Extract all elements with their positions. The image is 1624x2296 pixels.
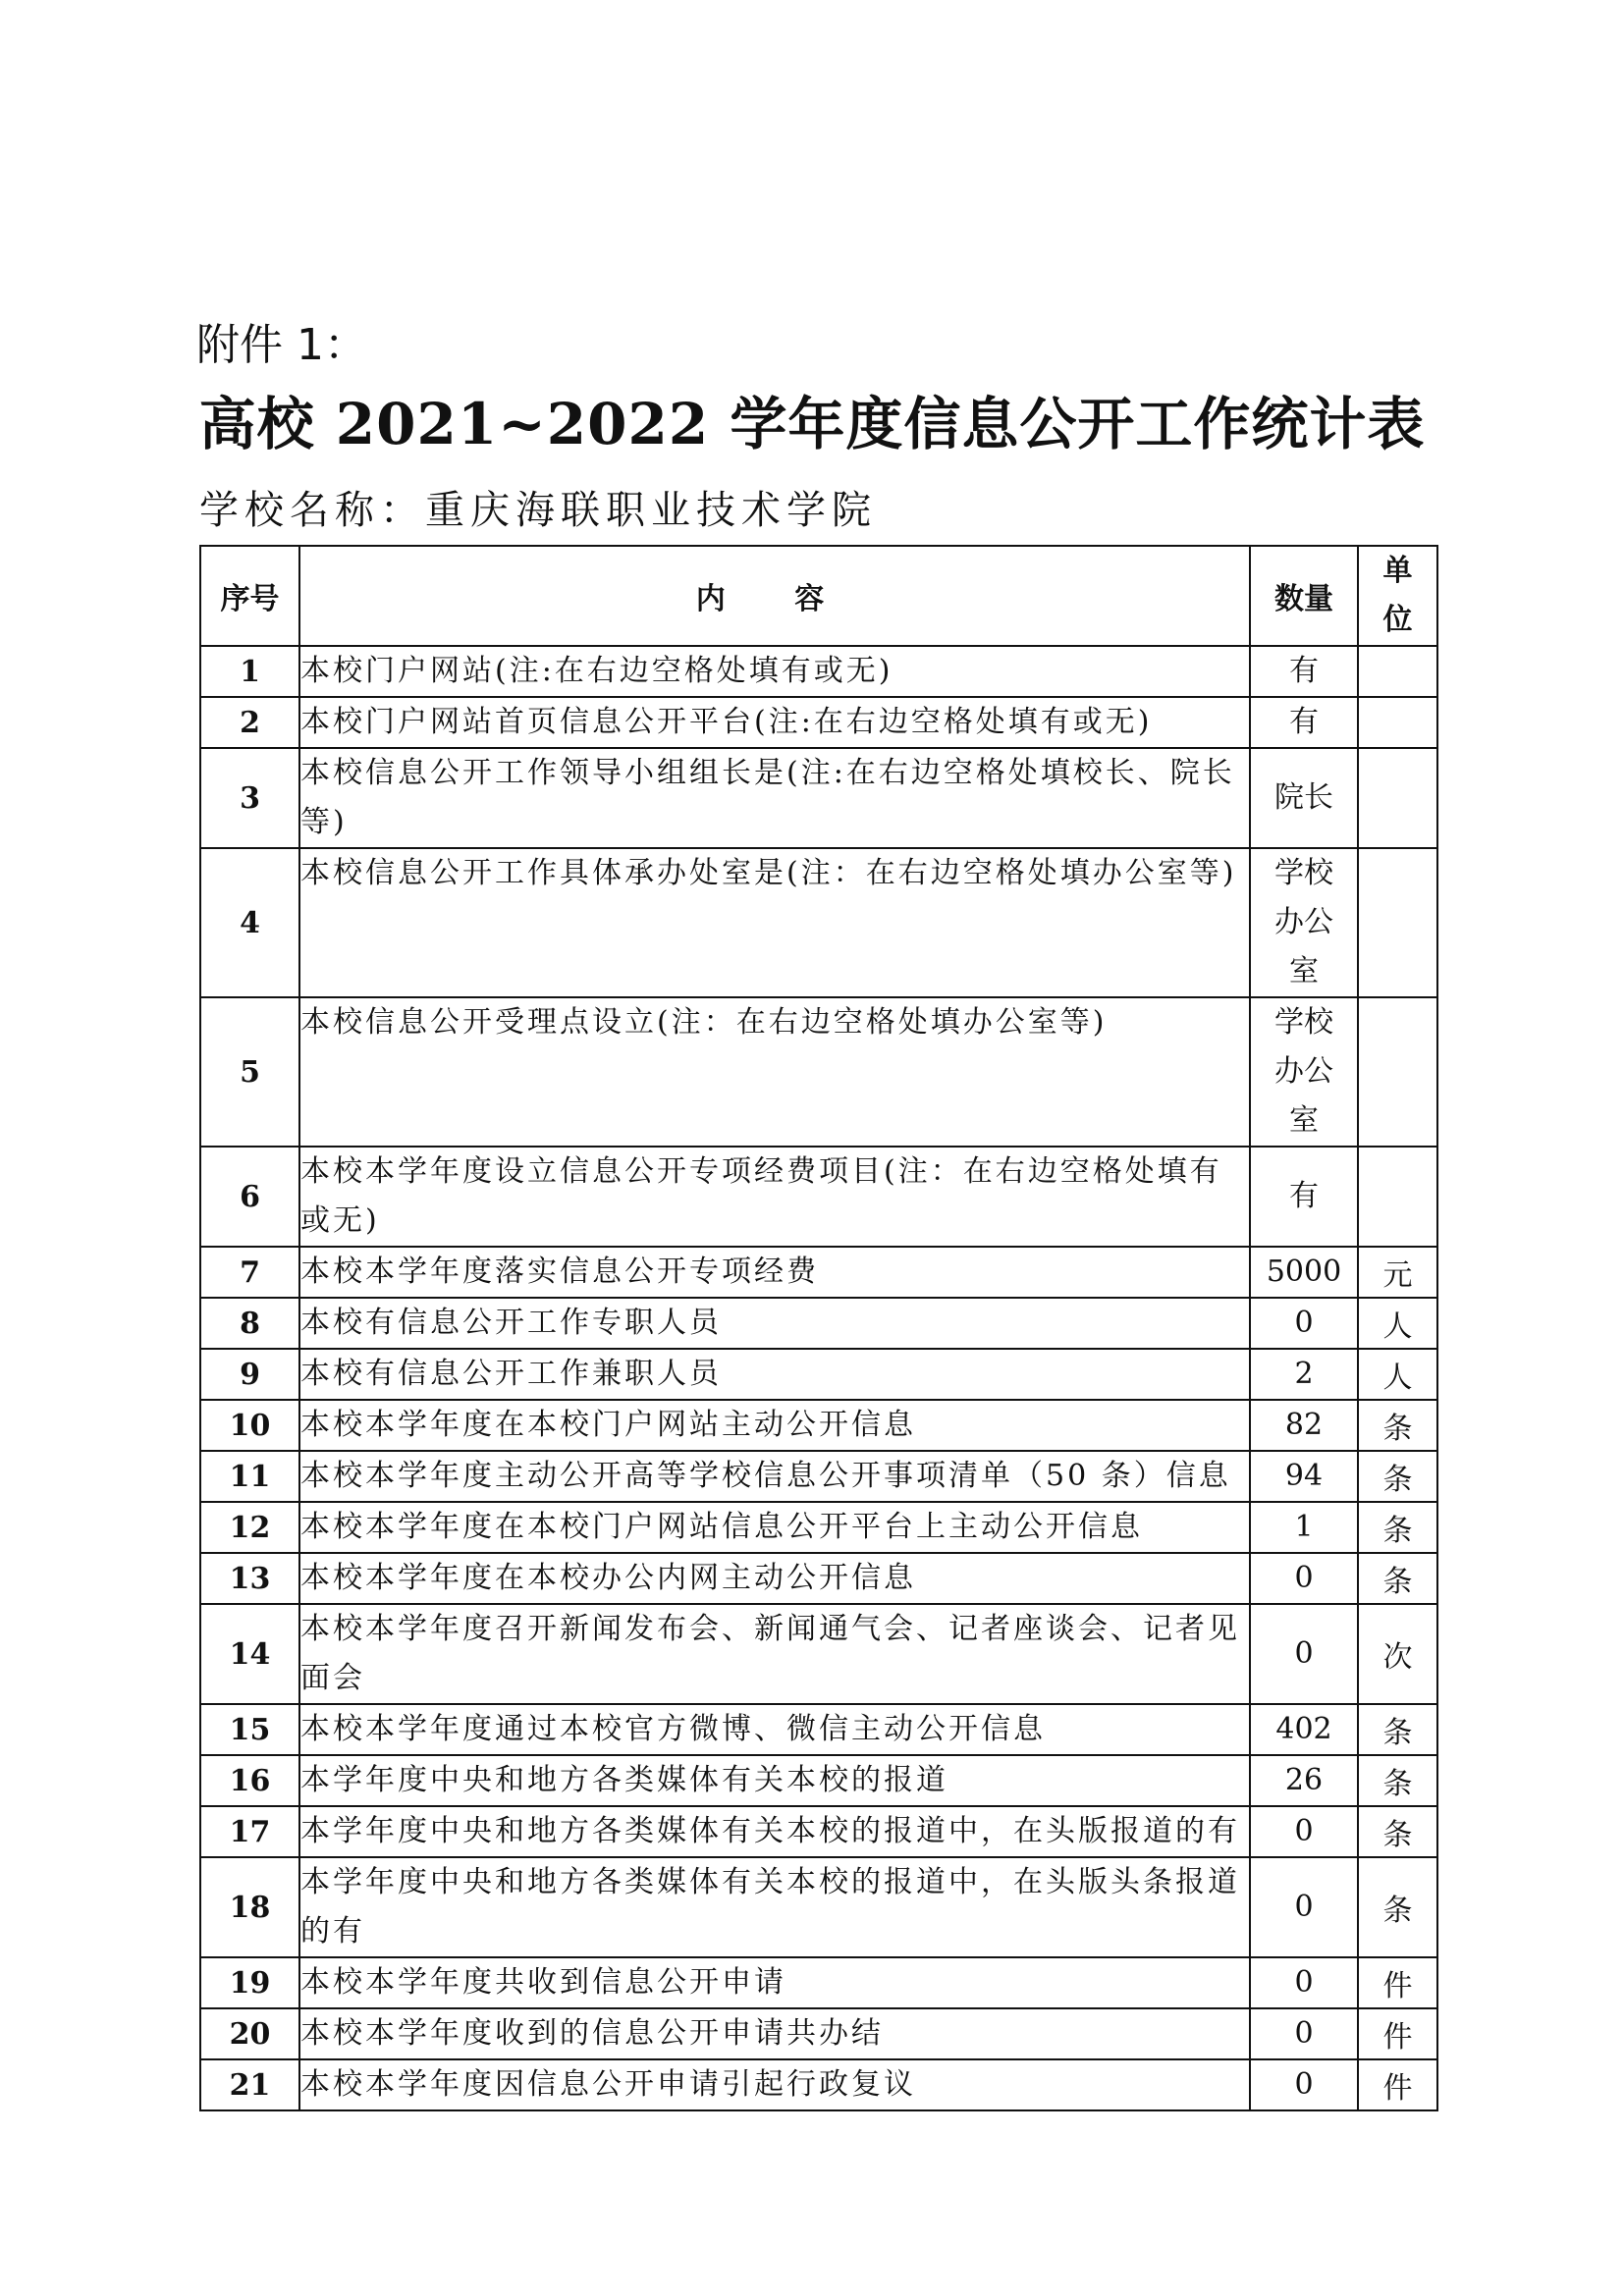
row-content: 本校本学年度落实信息公开专项经费 (299, 1247, 1250, 1298)
row-quantity: 5000 (1250, 1247, 1358, 1298)
row-unit: 条 (1358, 1400, 1437, 1451)
table-row (200, 646, 1437, 697)
row-unit: 次 (1358, 1604, 1437, 1704)
row-quantity: 0 (1250, 2059, 1358, 2110)
row-seq: 1 (200, 646, 299, 697)
row-seq: 7 (200, 1247, 299, 1298)
row-content: 本校本学年度在本校门户网站主动公开信息 (299, 1400, 1250, 1451)
row-seq: 11 (200, 1451, 299, 1502)
row-quantity-line: 办公 (1274, 1054, 1333, 1089)
header-unit-line1: 单 (1382, 554, 1413, 588)
row-content: 本校本学年度通过本校官方微博、微信主动公开信息 (299, 1704, 1250, 1755)
row-content: 本学年度中央和地方各类媒体有关本校的报道中，在头版报道的有 (299, 1806, 1250, 1857)
header-content: 内 容 (299, 546, 1250, 646)
row-content: 本学年度中央和地方各类媒体有关本校的报道 (299, 1755, 1250, 1806)
table-row (200, 848, 1437, 997)
header-row (200, 546, 1437, 646)
row-seq: 17 (200, 1806, 299, 1857)
row-quantity (1250, 848, 1358, 997)
row-seq: 15 (200, 1704, 299, 1755)
table-row (200, 1857, 1437, 1957)
row-unit (1358, 848, 1437, 997)
row-seq: 3 (200, 748, 299, 848)
row-seq: 10 (200, 1400, 299, 1451)
header-seq: 序号 (200, 546, 299, 646)
row-content: 本校有信息公开工作专职人员 (299, 1298, 1250, 1349)
row-quantity-line: 办公 (1274, 905, 1333, 939)
row-unit: 条 (1358, 1451, 1437, 1502)
row-unit: 条 (1358, 1553, 1437, 1604)
row-quantity: 0 (1250, 1957, 1358, 2008)
row-seq: 5 (200, 997, 299, 1147)
table-row (200, 1451, 1437, 1502)
table-row (200, 1957, 1437, 2008)
row-seq: 8 (200, 1298, 299, 1349)
row-content: 本校信息公开工作领导小组组长是(注:在右边空格处填校长、院长等) (299, 748, 1250, 848)
row-unit: 条 (1358, 1806, 1437, 1857)
table-row (200, 1704, 1437, 1755)
row-quantity: 0 (1250, 2008, 1358, 2059)
row-unit (1358, 1147, 1437, 1247)
row-seq: 12 (200, 1502, 299, 1553)
row-unit: 条 (1358, 1502, 1437, 1553)
row-quantity: 有 (1250, 697, 1358, 748)
row-content: 本学年度中央和地方各类媒体有关本校的报道中，在头版头条报道的有 (299, 1857, 1250, 1957)
row-quantity: 94 (1250, 1451, 1358, 1502)
table-row (200, 1247, 1437, 1298)
row-content: 本校本学年度共收到信息公开申请 (299, 1957, 1250, 2008)
table-row (200, 1298, 1437, 1349)
header-quantity: 数量 (1250, 546, 1358, 646)
row-quantity: 有 (1250, 1147, 1358, 1247)
statistics-table (199, 545, 1438, 2111)
row-unit: 条 (1358, 1755, 1437, 1806)
header-unit (1358, 546, 1437, 646)
row-content: 本校门户网站(注:在右边空格处填有或无) (299, 646, 1250, 697)
row-unit: 元 (1358, 1247, 1437, 1298)
row-unit (1358, 646, 1437, 697)
row-unit: 件 (1358, 2008, 1437, 2059)
row-content: 本校本学年度在本校门户网站信息公开平台上主动公开信息 (299, 1502, 1250, 1553)
row-unit: 条 (1358, 1704, 1437, 1755)
table-row (200, 2059, 1437, 2110)
row-content: 本校本学年度在本校办公内网主动公开信息 (299, 1553, 1250, 1604)
row-unit: 条 (1358, 1857, 1437, 1957)
table-row (200, 1604, 1437, 1704)
row-quantity: 402 (1250, 1704, 1358, 1755)
attachment-label: 附件 1： (196, 320, 367, 370)
row-content: 本校本学年度召开新闻发布会、新闻通气会、记者座谈会、记者见面会 (299, 1604, 1250, 1704)
page-title: 高校 2021~2022 学年度信息公开工作统计表 (198, 391, 1426, 457)
row-content: 本校本学年度因信息公开申请引起行政复议 (299, 2059, 1250, 2110)
row-content: 本校本学年度主动公开高等学校信息公开事项清单（50 条）信息 (299, 1451, 1250, 1502)
row-content: 本校信息公开受理点设立(注：在右边空格处填办公室等) (299, 997, 1250, 1147)
row-unit: 件 (1358, 1957, 1437, 2008)
row-quantity-line: 学校 (1274, 856, 1333, 890)
table-row (200, 1806, 1437, 1857)
row-unit (1358, 697, 1437, 748)
table-row (200, 1400, 1437, 1451)
row-unit: 人 (1358, 1298, 1437, 1349)
row-quantity-line: 室 (1289, 1103, 1319, 1138)
row-content: 本校信息公开工作具体承办处室是(注：在右边空格处填办公室等) (299, 848, 1250, 997)
row-quantity: 1 (1250, 1502, 1358, 1553)
row-quantity: 0 (1250, 1857, 1358, 1957)
row-content: 本校本学年度收到的信息公开申请共办结 (299, 2008, 1250, 2059)
row-unit (1358, 997, 1437, 1147)
row-seq: 20 (200, 2008, 299, 2059)
row-seq: 18 (200, 1857, 299, 1957)
table-row (200, 1755, 1437, 1806)
header-unit-line2: 位 (1382, 603, 1413, 637)
table-row (200, 997, 1437, 1147)
table-row (200, 748, 1437, 848)
row-quantity: 0 (1250, 1604, 1358, 1704)
row-quantity-line: 学校 (1274, 1005, 1333, 1040)
row-seq: 2 (200, 697, 299, 748)
row-quantity: 0 (1250, 1553, 1358, 1604)
table-row (200, 2008, 1437, 2059)
row-quantity: 有 (1250, 646, 1358, 697)
row-seq: 21 (200, 2059, 299, 2110)
row-quantity: 0 (1250, 1298, 1358, 1349)
row-unit: 人 (1358, 1349, 1437, 1400)
row-content: 本校本学年度设立信息公开专项经费项目(注：在右边空格处填有或无) (299, 1147, 1250, 1247)
row-unit (1358, 748, 1437, 848)
row-seq: 4 (200, 848, 299, 997)
row-content: 本校有信息公开工作兼职人员 (299, 1349, 1250, 1400)
table-row (200, 1147, 1437, 1247)
table-row (200, 1553, 1437, 1604)
table-row (200, 697, 1437, 748)
row-seq: 13 (200, 1553, 299, 1604)
row-seq: 9 (200, 1349, 299, 1400)
row-quantity: 院长 (1250, 748, 1358, 848)
row-content: 本校门户网站首页信息公开平台(注:在右边空格处填有或无) (299, 697, 1250, 748)
school-name-line: 学校名称：重庆海联职业技术学院 (199, 488, 877, 533)
row-seq: 19 (200, 1957, 299, 2008)
row-quantity-line: 室 (1289, 954, 1319, 988)
row-quantity: 2 (1250, 1349, 1358, 1400)
row-quantity: 0 (1250, 1806, 1358, 1857)
row-seq: 14 (200, 1604, 299, 1704)
table-row (200, 1349, 1437, 1400)
table-row (200, 1502, 1437, 1553)
row-unit: 件 (1358, 2059, 1437, 2110)
row-quantity: 26 (1250, 1755, 1358, 1806)
row-seq: 16 (200, 1755, 299, 1806)
row-seq: 6 (200, 1147, 299, 1247)
row-quantity (1250, 997, 1358, 1147)
row-quantity: 82 (1250, 1400, 1358, 1451)
